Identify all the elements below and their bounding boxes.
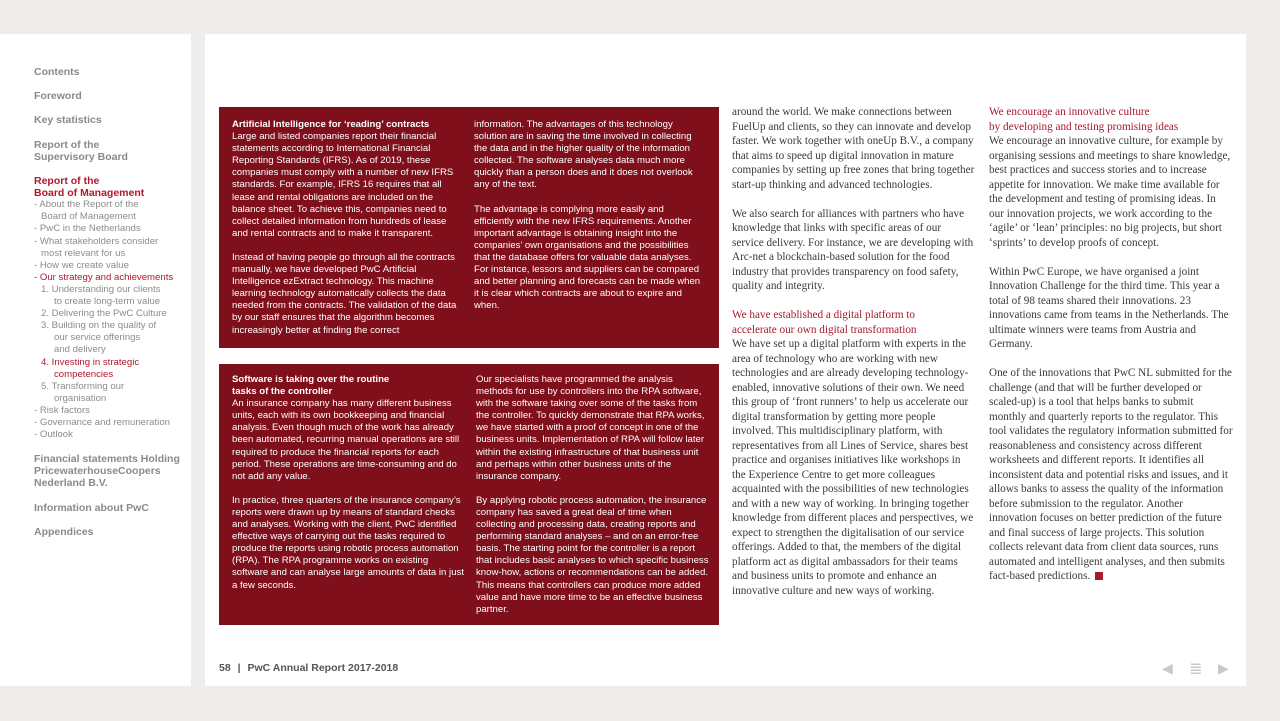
rpa-box-paragraph: Our specialists have programmed the analysis methods for use by controllers into the RPA software, with the software taking over some of the tasks from the controller. To quickly demonstrate that RPA works, we have started with a proof of concept in one of the business units. Implementation of RPA will follow later within the existing infrastructure of that business unit and perhaps within other business units of the insurance company.: [476, 374, 705, 482]
body-paragraph: We have set up a digital platform with experts in the area of technology who are working with new technologies and are already developing technology-enabled, innovative solutions of their own. We need this group of ‘front runners’ to help us accelerate our digital transformation by getting more people involved. This multidisciplinary platform, with representatives from all Lines of Service, shares best practice and organises initiatives like workshops in the Experience Centre to get more colleagues acquainted with the possibilities of new technologies and with a new way of working. In bringing together knowledge from different places and perspectives, we expect to strengthen the digitalisation of our service offerings. Added to that, the members of the digital platform act as digital ambassadors for their teams and business units to promote and enhance an innovative culture and new ways of working.: [732, 338, 974, 597]
report-title: PwC Annual Report 2017-2018: [247, 662, 399, 674]
body-paragraph: around the world. We make connections between FuelUp and clients, so they can innovate and develop faster. We work together with oneUp B.V., a company that aims to speed up digital innovation in mature companies by setting up free zones that bring together start-up thinking and advanced technologies.: [732, 106, 975, 191]
toc-financial-statements-line2[interactable]: PricewaterhouseCoopers: [34, 465, 161, 477]
rpa-box-right-column: [476, 374, 710, 628]
toc-strategy-3[interactable]: 3. Building on the quality of: [41, 320, 157, 331]
toc-information-about-pwc[interactable]: Information about PwC: [34, 502, 149, 514]
body-column-4: [989, 105, 1233, 598]
next-page-icon[interactable]: ▶: [1218, 660, 1229, 676]
ai-box-paragraph: The advantage is complying more easily and efficiently with the new IFRS requirements. Another important advantage is obtaining insight into the companies’ own organisations and the possibilities that the database offers for valuable data analyses. For instance, lessors and suppliers can be compared and better planning and forecasts can be made when it is clear which contracts are about to expire and when.: [474, 203, 701, 312]
toc-board-of-management-line1[interactable]: Report of the: [34, 175, 100, 187]
toc-outlook[interactable]: - Outlook: [34, 429, 73, 440]
rpa-box-paragraph: In practice, three quarters of the insurance company’s reports were drawn up by means of standard checks and analyses. Working with the client, PwC identified effective ways of carrying out the tasks required to produce the reports using robotic process automation (RPA). The RPA programme works on existing software and can analyse large amounts of data in just a few seconds.: [232, 494, 464, 591]
toc-foreword[interactable]: Foreword: [34, 90, 82, 102]
toc-create-value[interactable]: - How we create value: [34, 260, 129, 271]
ai-box-left-column: [232, 119, 464, 349]
toc-about-report-line2[interactable]: Board of Management: [41, 211, 136, 222]
toc-financial-statements-line3[interactable]: Nederland B.V.: [34, 477, 108, 489]
toc-risk-factors[interactable]: - Risk factors: [34, 405, 90, 416]
toc-about-report[interactable]: - About the Report of the: [34, 199, 139, 210]
rpa-box-paragraph: By applying robotic process automation, the insurance company has saved a great deal of time when collecting and processing data, creating reports and performing standard analyses – and on an error-free basis. The starting point for the controller is a report that includes basic analyses to which specific business know-how, actions or recommendations can be added. This means that controllers can produce more added value and have more time to be an effective business partner.: [476, 494, 709, 615]
footer-separator: |: [237, 662, 241, 674]
toc-strategy-5[interactable]: 5. Transforming our: [41, 381, 125, 392]
body-paragraph: We encourage an innovative culture, for example by organising sessions and meetings to share knowledge, best practices and success stories and to increase appetite for innovation. We make time available for the development and testing of promising ideas. In our innovation projects, we work according to the ‘agile’ or ‘lean’ principles: no big projects, but short ‘sprints’ to develop proofs of concept.: [989, 135, 1231, 249]
toc-stakeholders-line2[interactable]: most relevant for us: [41, 248, 126, 259]
ai-box-paragraph: Large and listed companies report their financial statements according to International Financial Reporting Standards (IFRS). As of 2019, these companies must comply with a number of new IFRS standards. For example, IFRS 16 requires that all lease and rental obligations are included on the balance sheet. To achieve this, companies need to collect detailed information from hundreds of lease and rental contracts and to make it transparent.: [232, 131, 454, 239]
ai-box-paragraph: information. The advantages of this technology solution are in saving the time involved in collecting the data and in the higher quality of the information collected. The software analyses data much more quickly than a person does and it does not overlook any of the text.: [474, 119, 693, 191]
toc-strategy-1-line2[interactable]: to create long-term value: [54, 296, 161, 307]
toc-supervisory-board-line2[interactable]: Supervisory Board: [34, 151, 128, 163]
ai-box-heading: Artificial Intelligence for ‘reading’ contracts: [232, 119, 430, 130]
ai-box-paragraph: Instead of having people go through all the contracts manually, we have developed PwC Artificial Intelligence ezExtract technology. This machine learning technology automatically collects the data needed from the contracts. The validation of the data by our staff ensures that the algorithm becomes increasingly better at finding the correct: [232, 251, 457, 336]
toc-pwc-netherlands[interactable]: - PwC in the Netherlands: [34, 223, 141, 234]
rpa-box-left-column: [232, 374, 466, 604]
toc-financial-statements-line1[interactable]: Financial statements Holding: [34, 453, 180, 465]
section-heading-line2: by developing and testing promising ideas: [989, 120, 1179, 133]
toc-strategy-4-line2[interactable]: competencies: [54, 369, 114, 380]
body-paragraph-last: [989, 366, 1233, 584]
end-of-article-mark: [1095, 572, 1103, 580]
toc-contents[interactable]: Contents: [34, 66, 80, 78]
toc-key-statistics[interactable]: Key statistics: [34, 114, 102, 126]
toc-strategy-2[interactable]: 2. Delivering the PwC Culture: [41, 308, 167, 319]
rpa-box-heading-line2: tasks of the controller: [232, 386, 333, 398]
toc-strategy-3-line2[interactable]: our service offerings: [54, 332, 141, 343]
ai-contracts-box: [219, 107, 719, 348]
menu-icon[interactable]: ≣: [1189, 661, 1203, 678]
rpa-box-heading-line1: Software is taking over the routine: [232, 374, 390, 385]
rpa-box-paragraph: An insurance company has many different business units, each with its own bookkeeping and financial analysis. Even though much of the work has already been automated, recurring manual operations are still required to produce the financial reports for each period. These operations are time-consuming and do not add any value.: [232, 398, 460, 482]
toc-board-of-management-line2[interactable]: Board of Management: [34, 187, 145, 199]
toc-appendices[interactable]: Appendices: [34, 526, 94, 538]
body-column-3: [732, 105, 975, 613]
body-paragraph: Within PwC Europe, we have organised a joint Innovation Challenge for the third time. This year a total of 98 teams shared their innovations. 23 innovations came from teams in the Netherlands. The ultimate winners were teams from Austria and Germany.: [989, 265, 1229, 350]
rpa-box: [219, 364, 719, 625]
toc-stakeholders[interactable]: - What stakeholders consider: [34, 236, 159, 247]
body-paragraph: We also search for alliances with partners who have knowledge that links with specific areas of our service delivery. For instance, we are developing with Arc-net a blockchain-based solution for the food industry that provides transparency on food safety, quality and integrity.: [732, 207, 974, 292]
page-number: 58: [219, 662, 231, 674]
toc-strategy-5-line2[interactable]: organisation: [54, 393, 107, 404]
toc-supervisory-board-line1[interactable]: Report of the: [34, 139, 100, 151]
page-footer: [219, 662, 398, 674]
previous-page-icon[interactable]: ◀: [1162, 660, 1173, 676]
section-heading-line1: We have established a digital platform to: [732, 309, 916, 321]
toc-strategy-4[interactable]: 4. Investing in strategic: [41, 357, 140, 368]
last-paragraph-text: One of the innovations that PwC NL submitted for the challenge (and that will be further developed or scaled-up) is a tool that helps banks to submit monthly and quarterly reports to the regulator. This tool validates the regulatory information submitted for reasonableness and consistency across different worksheets and different reports. It identifies all inconsistent data and potential risks and issues, and it allows banks to assess the quality of the information before submission to the regulator. Another innovation focuses on better prediction of the future and final success of large projects. This solution collects relevant data from client data sources, runs automated and intelligent analyses, and then submits fact-based predictions.: [989, 367, 1233, 582]
toc-strategy-3-line3[interactable]: and delivery: [54, 344, 106, 355]
section-heading-line2: accelerate our own digital transformation: [732, 323, 917, 336]
toc-strategy-1[interactable]: 1. Understanding our clients: [41, 284, 161, 295]
toc-strategy-achievements[interactable]: - Our strategy and achievements: [34, 272, 174, 283]
section-heading-line1: We encourage an innovative culture: [989, 106, 1150, 118]
ai-box-right-column: [474, 119, 706, 324]
toc-governance[interactable]: - Governance and remuneration: [34, 417, 170, 428]
